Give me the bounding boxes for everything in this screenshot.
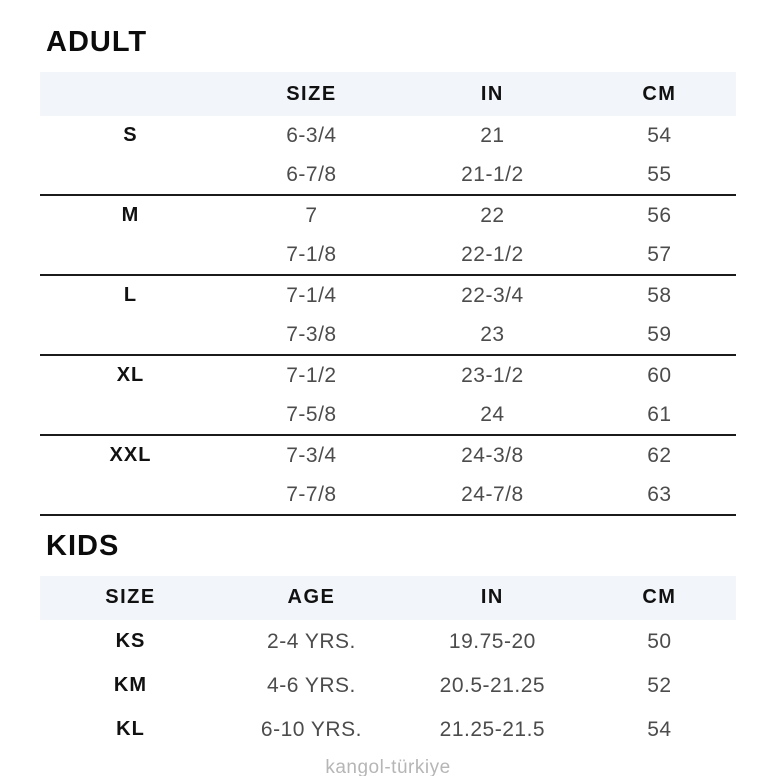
hat-size-cell: 6-3/4 <box>286 123 337 147</box>
cm-cell: 54 <box>647 123 672 147</box>
adult-section-heading: ADULT <box>46 26 148 58</box>
hat-size-cell: 7-1/2 <box>286 363 337 387</box>
inches-cell: 23 <box>480 322 505 346</box>
table-row <box>40 315 736 354</box>
size-label: KL <box>116 718 145 741</box>
hat-size-cell: 7-3/4 <box>286 443 337 467</box>
kids-table-header-row <box>40 576 736 620</box>
inches-cell: 19.75-20 <box>448 629 536 653</box>
cm-cell: 54 <box>647 717 672 741</box>
age-cell: 6-10 YRS. <box>260 717 362 741</box>
cm-cell: 55 <box>647 162 672 186</box>
size-group-xxl <box>40 436 736 516</box>
inches-cell: 21-1/2 <box>461 162 524 186</box>
inches-cell: 24-7/8 <box>461 482 524 506</box>
hat-size-cell: 7-5/8 <box>286 402 337 426</box>
cm-cell: 52 <box>647 673 672 697</box>
table-row-kl <box>40 708 736 752</box>
inches-cell: 20.5-21.25 <box>439 673 546 697</box>
adult-size-table <box>40 72 736 516</box>
size-label: KM <box>113 674 148 697</box>
size-group-m <box>40 196 736 276</box>
table-row <box>40 116 736 155</box>
table-row <box>40 235 736 274</box>
cm-cell: 50 <box>647 629 672 653</box>
table-row-ks <box>40 620 736 664</box>
table-row <box>40 196 736 235</box>
kids-size-table <box>40 576 736 752</box>
size-label: XXL <box>109 444 152 467</box>
inches-cell: 22-3/4 <box>461 283 524 307</box>
inches-cell: 21.25-21.5 <box>439 717 546 741</box>
adult-header-cm: CM <box>642 82 677 105</box>
cm-cell: 57 <box>647 242 672 266</box>
cm-cell: 58 <box>647 283 672 307</box>
footer-watermark: kangol-türkiye <box>325 756 451 776</box>
hat-size-cell: 7-1/4 <box>286 283 337 307</box>
size-group-xl <box>40 356 736 436</box>
inches-cell: 24 <box>480 402 505 426</box>
inches-cell: 21 <box>480 123 505 147</box>
adult-table-header-row <box>40 72 736 116</box>
table-row <box>40 475 736 514</box>
size-group-l <box>40 276 736 356</box>
inches-cell: 23-1/2 <box>461 363 524 387</box>
hat-size-cell: 7-1/8 <box>286 242 337 266</box>
cm-cell: 62 <box>647 443 672 467</box>
cm-cell: 60 <box>647 363 672 387</box>
size-label: XL <box>116 364 145 387</box>
inches-cell: 24-3/8 <box>461 443 524 467</box>
size-group-s <box>40 116 736 196</box>
table-row <box>40 155 736 194</box>
kids-header-age: AGE <box>287 586 336 609</box>
hat-size-cell: 7-7/8 <box>286 482 337 506</box>
hat-size-cell: 7 <box>305 203 318 227</box>
kids-header-in: IN <box>480 586 504 609</box>
table-row <box>40 276 736 315</box>
adult-header-size: SIZE <box>286 82 337 105</box>
table-row <box>40 436 736 475</box>
size-label: KS <box>115 630 146 653</box>
hat-size-cell: 6-7/8 <box>286 162 337 186</box>
kids-header-size: SIZE <box>105 586 156 609</box>
inches-cell: 22-1/2 <box>461 242 524 266</box>
cm-cell: 61 <box>647 402 672 426</box>
inches-cell: 22 <box>480 203 505 227</box>
kids-header-cm: CM <box>642 586 677 609</box>
size-label: M <box>121 204 140 227</box>
table-row <box>40 356 736 395</box>
age-cell: 4-6 YRS. <box>267 673 356 697</box>
table-row-km <box>40 664 736 708</box>
cm-cell: 63 <box>647 482 672 506</box>
table-row <box>40 395 736 434</box>
adult-header-in: IN <box>480 82 504 105</box>
hat-size-cell: 7-3/8 <box>286 322 337 346</box>
age-cell: 2-4 YRS. <box>267 629 356 653</box>
size-label: S <box>123 124 138 147</box>
size-label: L <box>123 284 138 307</box>
cm-cell: 56 <box>647 203 672 227</box>
kids-section-heading: KIDS <box>46 530 120 563</box>
cm-cell: 59 <box>647 322 672 346</box>
